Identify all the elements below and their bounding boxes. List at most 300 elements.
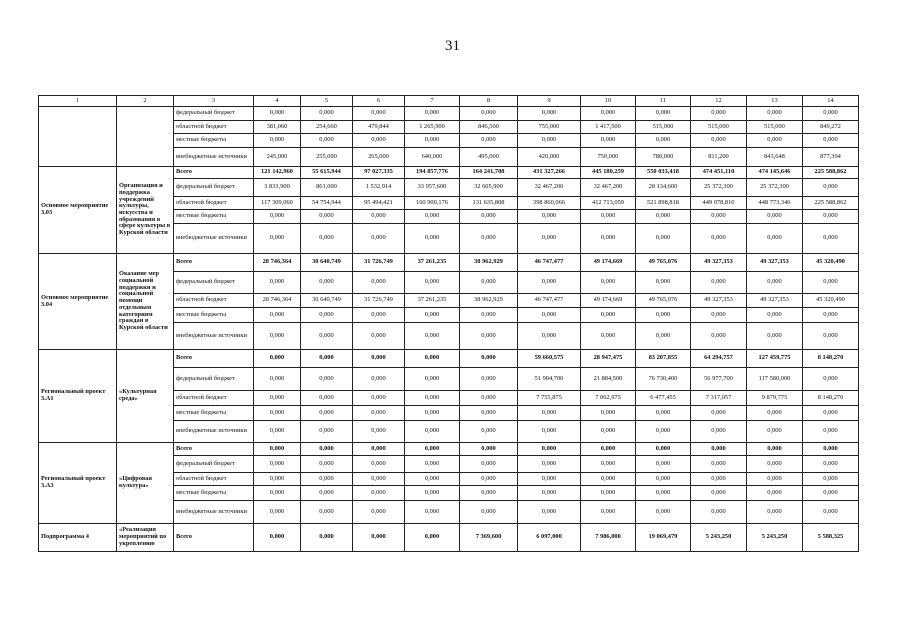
amount-cell: 30 640,749: [301, 254, 353, 272]
amount-cell: 0,000: [518, 224, 581, 254]
amount-cell: 0,000: [747, 456, 803, 473]
amount-cell: 0,000: [747, 406, 803, 421]
funding-source-cell: федеральный бюджет: [174, 107, 254, 121]
amount-cell: 0,000: [301, 323, 353, 350]
amount-cell: 38 962,929: [460, 294, 518, 308]
amount-cell: 54 754,944: [301, 197, 353, 210]
amount-cell: 0,000: [691, 308, 747, 323]
amount-cell: 431 327,266: [518, 167, 581, 179]
funding-source-cell: местные бюджеты: [174, 406, 254, 421]
amount-cell: 51 904,700: [518, 368, 581, 391]
amount-cell: 0,000: [405, 524, 460, 552]
amount-cell: 0,000: [581, 308, 636, 323]
column-header: 3: [174, 96, 254, 107]
amount-cell: 7 755,875: [518, 391, 581, 406]
amount-cell: 0,000: [301, 391, 353, 406]
amount-cell: 420,000: [518, 148, 581, 167]
amount-cell: 0,000: [301, 107, 353, 121]
amount-cell: 0,000: [636, 210, 691, 224]
amount-cell: 38 962,929: [460, 254, 518, 272]
amount-cell: 254,660: [301, 121, 353, 134]
amount-cell: 21 884,500: [581, 368, 636, 391]
amount-cell: 0,000: [747, 486, 803, 501]
amount-cell: 0,000: [691, 406, 747, 421]
amount-cell: 0,000: [254, 272, 301, 294]
amount-cell: 0,000: [691, 134, 747, 148]
funding-source-cell: Всего: [174, 254, 254, 272]
amount-cell: 0,000: [636, 421, 691, 443]
amount-cell: 0,000: [691, 456, 747, 473]
amount-cell: 0,000: [747, 421, 803, 443]
amount-cell: 0,000: [691, 486, 747, 501]
amount-cell: 164 241,708: [460, 167, 518, 179]
amount-cell: 0,000: [747, 501, 803, 524]
amount-cell: 127 459,775: [747, 350, 803, 368]
amount-cell: 0,000: [254, 473, 301, 486]
amount-cell: 0,000: [636, 323, 691, 350]
amount-cell: 0,000: [747, 224, 803, 254]
amount-cell: 33 957,600: [405, 179, 460, 197]
amount-cell: 194 857,776: [405, 167, 460, 179]
amount-cell: 0,000: [405, 308, 460, 323]
amount-cell: 0,000: [691, 323, 747, 350]
amount-cell: 1 417,500: [581, 121, 636, 134]
amount-cell: 0,000: [518, 323, 581, 350]
amount-cell: 0,000: [747, 210, 803, 224]
amount-cell: 0,000: [460, 308, 518, 323]
amount-cell: 49 327,353: [691, 294, 747, 308]
amount-cell: 0,000: [518, 210, 581, 224]
amount-cell: 25 372,300: [747, 179, 803, 197]
amount-cell: 0,000: [518, 308, 581, 323]
amount-cell: 0,000: [353, 368, 405, 391]
amount-cell: 0,000: [581, 456, 636, 473]
amount-cell: 0,000: [518, 272, 581, 294]
column-header: 8: [460, 96, 518, 107]
amount-cell: 0,000: [460, 323, 518, 350]
amount-cell: 0,000: [518, 501, 581, 524]
event-name-cell: «Реализация мероприятий по укреплению: [117, 524, 174, 552]
amount-cell: 49 327,353: [691, 254, 747, 272]
amount-cell: 0,000: [518, 486, 581, 501]
amount-cell: 49 327,353: [747, 254, 803, 272]
amount-cell: 117 309,060: [254, 197, 301, 210]
event-name-cell: «Цифровая культура»: [117, 443, 174, 524]
amount-cell: 0,000: [581, 473, 636, 486]
table-row: [39, 107, 859, 121]
amount-cell: 9 879,775: [747, 391, 803, 406]
amount-cell: 0,000: [803, 323, 859, 350]
funding-source-cell: внебюджетные источники: [174, 224, 254, 254]
amount-cell: 0,000: [636, 308, 691, 323]
amount-cell: 0,000: [301, 456, 353, 473]
amount-cell: 412 713,059: [581, 197, 636, 210]
amount-cell: 45 320,490: [803, 294, 859, 308]
amount-cell: 0,000: [353, 272, 405, 294]
event-status-cell: Подпрограмма 4: [39, 524, 117, 552]
amount-cell: 0,000: [803, 134, 859, 148]
amount-cell: 83 207,855: [636, 350, 691, 368]
amount-cell: 1 532,914: [353, 179, 405, 197]
amount-cell: 0,000: [460, 134, 518, 148]
amount-cell: 474 145,646: [747, 167, 803, 179]
funding-source-cell: Всего: [174, 524, 254, 552]
amount-cell: 0,000: [254, 210, 301, 224]
table-body: [39, 107, 859, 552]
amount-cell: 0,000: [636, 224, 691, 254]
amount-cell: 0,000: [405, 323, 460, 350]
amount-cell: 849,272: [803, 121, 859, 134]
amount-cell: 0,000: [405, 486, 460, 501]
amount-cell: 0,000: [803, 272, 859, 294]
amount-cell: 0,000: [254, 486, 301, 501]
funding-source-cell: внебюджетные источники: [174, 421, 254, 443]
funding-source-cell: областной бюджет: [174, 121, 254, 134]
event-status-cell: Основное мероприятие 3.04: [39, 254, 117, 350]
amount-cell: 31 726,749: [353, 254, 405, 272]
amount-cell: 0,000: [581, 323, 636, 350]
amount-cell: 0,000: [518, 456, 581, 473]
amount-cell: 0,000: [353, 421, 405, 443]
amount-cell: 32 467,200: [581, 179, 636, 197]
amount-cell: 0,000: [691, 473, 747, 486]
table-row: [39, 524, 859, 552]
amount-cell: 0,000: [254, 350, 301, 368]
funding-source-cell: Всего: [174, 443, 254, 456]
amount-cell: 0,000: [301, 443, 353, 456]
amount-cell: 0,000: [460, 473, 518, 486]
amount-cell: 0,000: [803, 406, 859, 421]
amount-cell: 0,000: [518, 134, 581, 148]
amount-cell: 45 320,490: [803, 254, 859, 272]
column-header: 4: [254, 96, 301, 107]
table-row: [39, 443, 859, 456]
amount-cell: 0,000: [636, 486, 691, 501]
amount-cell: 448 773,346: [747, 197, 803, 210]
amount-cell: 0,000: [636, 134, 691, 148]
funding-source-cell: внебюджетные источники: [174, 148, 254, 167]
amount-cell: 37 261,235: [405, 254, 460, 272]
amount-cell: 0,000: [405, 134, 460, 148]
amount-cell: 0,000: [803, 456, 859, 473]
amount-cell: 0,000: [803, 368, 859, 391]
funding-source-cell: федеральный бюджет: [174, 368, 254, 391]
funding-source-cell: внебюджетные источники: [174, 323, 254, 350]
amount-cell: 0,000: [353, 323, 405, 350]
amount-cell: 0,000: [301, 350, 353, 368]
amount-cell: 515,000: [747, 121, 803, 134]
amount-cell: 59 660,575: [518, 350, 581, 368]
amount-cell: 0,000: [747, 134, 803, 148]
amount-cell: 0,000: [353, 443, 405, 456]
amount-cell: 49 765,076: [636, 254, 691, 272]
amount-cell: 0,000: [460, 272, 518, 294]
amount-cell: 76 730,400: [636, 368, 691, 391]
funding-source-cell: местные бюджеты: [174, 486, 254, 501]
amount-cell: 0,000: [691, 210, 747, 224]
amount-cell: 225 588,862: [803, 197, 859, 210]
event-name-cell: Организация и поддержка учреждений культуры, искусства и образования в сфере культуры в Курской области: [117, 167, 174, 254]
amount-cell: 0,000: [636, 473, 691, 486]
amount-cell: 445 180,259: [581, 167, 636, 179]
amount-cell: 131 635,808: [460, 197, 518, 210]
amount-cell: 117 580,000: [747, 368, 803, 391]
amount-cell: 255,000: [301, 148, 353, 167]
column-header: 1: [39, 96, 117, 107]
amount-cell: 0,000: [747, 443, 803, 456]
amount-cell: 0,000: [405, 210, 460, 224]
amount-cell: 19 069,479: [636, 524, 691, 552]
amount-cell: 0,000: [636, 456, 691, 473]
amount-cell: 398 860,066: [518, 197, 581, 210]
amount-cell: 7 369,600: [460, 524, 518, 552]
page-number: 31: [445, 38, 460, 54]
amount-cell: 0,000: [581, 107, 636, 121]
amount-cell: 56 977,700: [691, 368, 747, 391]
amount-cell: 0,000: [747, 473, 803, 486]
column-header: 13: [747, 96, 803, 107]
funding-source-cell: областной бюджет: [174, 294, 254, 308]
amount-cell: 0,000: [405, 368, 460, 391]
amount-cell: 0,000: [636, 501, 691, 524]
amount-cell: 479,844: [353, 121, 405, 134]
amount-cell: 0,000: [460, 421, 518, 443]
amount-cell: 0,000: [353, 107, 405, 121]
amount-cell: 0,000: [460, 391, 518, 406]
amount-cell: 0,000: [636, 272, 691, 294]
table-row: [39, 167, 859, 179]
amount-cell: 97 027,335: [353, 167, 405, 179]
amount-cell: 0,000: [518, 406, 581, 421]
column-header: 12: [691, 96, 747, 107]
amount-cell: 0,000: [301, 224, 353, 254]
amount-cell: 780,000: [636, 148, 691, 167]
amount-cell: 5 588,325: [803, 524, 859, 552]
amount-cell: 0,000: [353, 134, 405, 148]
amount-cell: 0,000: [405, 473, 460, 486]
amount-cell: 49 174,669: [581, 294, 636, 308]
amount-cell: 0,000: [691, 421, 747, 443]
amount-cell: 0,000: [254, 443, 301, 456]
amount-cell: 0,000: [460, 443, 518, 456]
amount-cell: 0,000: [518, 107, 581, 121]
amount-cell: 0,000: [301, 421, 353, 443]
amount-cell: 245,000: [254, 148, 301, 167]
amount-cell: 0,000: [405, 391, 460, 406]
amount-cell: 0,000: [405, 443, 460, 456]
amount-cell: 0,000: [301, 406, 353, 421]
amount-cell: 0,000: [636, 406, 691, 421]
amount-cell: 49 765,076: [636, 294, 691, 308]
amount-cell: 0,000: [353, 524, 405, 552]
amount-cell: 0,000: [581, 134, 636, 148]
amount-cell: 0,000: [254, 107, 301, 121]
funding-source-cell: федеральный бюджет: [174, 272, 254, 294]
amount-cell: 474 451,110: [691, 167, 747, 179]
event-status-cell: Региональный проект 3.А3: [39, 443, 117, 524]
amount-cell: 0,000: [301, 524, 353, 552]
table-row: [39, 350, 859, 368]
amount-cell: 49 327,353: [747, 294, 803, 308]
funding-source-cell: областной бюджет: [174, 197, 254, 210]
amount-cell: 449 078,810: [691, 197, 747, 210]
column-header: 5: [301, 96, 353, 107]
budget-table: [38, 95, 859, 552]
funding-source-cell: областной бюджет: [174, 391, 254, 406]
funding-source-cell: федеральный бюджет: [174, 456, 254, 473]
event-status-cell: Региональный проект 3.А1: [39, 350, 117, 443]
amount-cell: 0,000: [691, 501, 747, 524]
amount-cell: 0,000: [254, 501, 301, 524]
amount-cell: 0,000: [254, 456, 301, 473]
amount-cell: 0,000: [518, 473, 581, 486]
amount-cell: 0,000: [301, 501, 353, 524]
amount-cell: 0,000: [636, 443, 691, 456]
amount-cell: 0,000: [405, 107, 460, 121]
amount-cell: 861,000: [301, 179, 353, 197]
amount-cell: 0,000: [301, 473, 353, 486]
amount-cell: 0,000: [803, 107, 859, 121]
amount-cell: 0,000: [405, 350, 460, 368]
amount-cell: 0,000: [460, 350, 518, 368]
amount-cell: 0,000: [353, 456, 405, 473]
amount-cell: 0,000: [747, 107, 803, 121]
amount-cell: 0,000: [353, 210, 405, 224]
amount-cell: 0,000: [581, 501, 636, 524]
amount-cell: 0,000: [460, 107, 518, 121]
funding-source-cell: Всего: [174, 167, 254, 179]
amount-cell: 515,000: [691, 121, 747, 134]
amount-cell: 0,000: [747, 308, 803, 323]
funding-source-cell: Всего: [174, 350, 254, 368]
amount-cell: 0,000: [691, 107, 747, 121]
amount-cell: 8 148,270: [803, 391, 859, 406]
amount-cell: 121 142,960: [254, 167, 301, 179]
amount-cell: 28 947,475: [581, 350, 636, 368]
funding-source-cell: местные бюджеты: [174, 134, 254, 148]
amount-cell: 0,000: [460, 486, 518, 501]
amount-cell: 0,000: [301, 368, 353, 391]
funding-source-cell: внебюджетные источники: [174, 501, 254, 524]
amount-cell: 0,000: [581, 224, 636, 254]
amount-cell: 0,000: [254, 406, 301, 421]
amount-cell: 8 148,270: [803, 350, 859, 368]
event-status-cell: [39, 107, 117, 167]
amount-cell: 0,000: [254, 224, 301, 254]
amount-cell: 755,000: [518, 121, 581, 134]
amount-cell: 0,000: [301, 308, 353, 323]
amount-cell: 28 134,600: [636, 179, 691, 197]
amount-cell: 30 640,749: [301, 294, 353, 308]
amount-cell: 0,000: [691, 272, 747, 294]
amount-cell: 265,000: [353, 148, 405, 167]
table-header-row: [39, 96, 859, 107]
event-name-cell: [117, 107, 174, 167]
amount-cell: 0,000: [803, 501, 859, 524]
amount-cell: 0,000: [691, 224, 747, 254]
amount-cell: 0,000: [301, 486, 353, 501]
amount-cell: 225 588,862: [803, 167, 859, 179]
amount-cell: 495,000: [460, 148, 518, 167]
amount-cell: 0,000: [460, 501, 518, 524]
amount-cell: 0,000: [405, 421, 460, 443]
column-header: 7: [405, 96, 460, 107]
amount-cell: 0,000: [803, 443, 859, 456]
amount-cell: 0,000: [353, 473, 405, 486]
amount-cell: 0,000: [254, 323, 301, 350]
amount-cell: 0,000: [353, 350, 405, 368]
amount-cell: 0,000: [518, 443, 581, 456]
amount-cell: 0,000: [691, 443, 747, 456]
event-status-cell: Основное мероприятие 3.03: [39, 167, 117, 254]
amount-cell: 7 986,000: [581, 524, 636, 552]
table-row: [39, 254, 859, 272]
amount-cell: 0,000: [301, 210, 353, 224]
amount-cell: 0,000: [405, 272, 460, 294]
amount-cell: 750,000: [581, 148, 636, 167]
amount-cell: 640,000: [405, 148, 460, 167]
amount-cell: 0,000: [518, 421, 581, 443]
amount-cell: 0,000: [254, 134, 301, 148]
amount-cell: 846,500: [460, 121, 518, 134]
amount-cell: 28 746,364: [254, 254, 301, 272]
amount-cell: 0,000: [405, 224, 460, 254]
funding-source-cell: местные бюджеты: [174, 210, 254, 224]
amount-cell: 32 467,200: [518, 179, 581, 197]
amount-cell: 0,000: [405, 406, 460, 421]
amount-cell: 0,000: [460, 224, 518, 254]
amount-cell: 0,000: [581, 210, 636, 224]
amount-cell: 0,000: [636, 107, 691, 121]
amount-cell: 0,000: [803, 421, 859, 443]
amount-cell: 1 265,900: [405, 121, 460, 134]
amount-cell: 877,394: [803, 148, 859, 167]
amount-cell: 5 243,250: [691, 524, 747, 552]
amount-cell: 7 062,975: [581, 391, 636, 406]
amount-cell: 0,000: [254, 391, 301, 406]
amount-cell: 0,000: [803, 473, 859, 486]
amount-cell: 0,000: [803, 210, 859, 224]
amount-cell: 55 615,944: [301, 167, 353, 179]
amount-cell: 5 243,250: [747, 524, 803, 552]
amount-cell: 0,000: [581, 421, 636, 443]
amount-cell: 0,000: [254, 421, 301, 443]
amount-cell: 381,060: [254, 121, 301, 134]
amount-cell: 6 477,455: [636, 391, 691, 406]
funding-source-cell: местные бюджеты: [174, 308, 254, 323]
amount-cell: 0,000: [353, 308, 405, 323]
amount-cell: 0,000: [301, 272, 353, 294]
amount-cell: 0,000: [803, 308, 859, 323]
amount-cell: 0,000: [405, 456, 460, 473]
event-name-cell: «Культурная среда»: [117, 350, 174, 443]
column-header: 11: [636, 96, 691, 107]
amount-cell: 811,200: [691, 148, 747, 167]
amount-cell: 0,000: [301, 134, 353, 148]
amount-cell: 0,000: [353, 406, 405, 421]
amount-cell: 0,000: [803, 224, 859, 254]
amount-cell: 28 746,364: [254, 294, 301, 308]
event-name-cell: Оказание мер социальной поддержки и социальной помощи отдельным категориям граждан в Курской области: [117, 254, 174, 350]
amount-cell: 0,000: [747, 323, 803, 350]
amount-cell: 0,000: [353, 224, 405, 254]
amount-cell: 0,000: [353, 391, 405, 406]
amount-cell: 0,000: [254, 524, 301, 552]
amount-cell: 49 174,669: [581, 254, 636, 272]
amount-cell: 521 898,818: [636, 197, 691, 210]
amount-cell: 0,000: [460, 406, 518, 421]
column-header: 14: [803, 96, 859, 107]
